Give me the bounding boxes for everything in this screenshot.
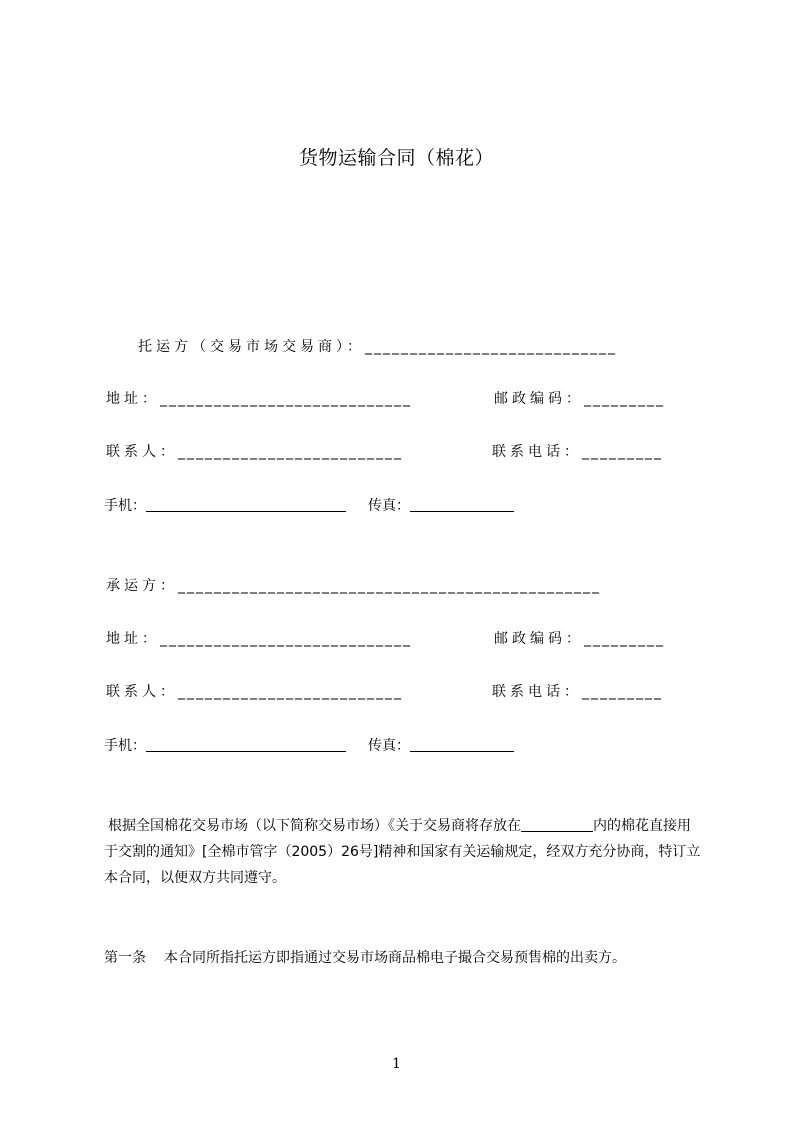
carrier-postcode-blank: _________ (584, 631, 665, 647)
carrier-contact-blank: _________________________ (178, 684, 403, 700)
page-number: 1 (392, 1056, 401, 1072)
shipper-contact-line (106, 442, 403, 462)
shipper-fax-label: 传真： (368, 498, 410, 514)
shipper-mobile-line (104, 496, 346, 516)
shipper-address-line (106, 389, 412, 409)
carrier-fax-line (368, 736, 514, 756)
carrier-phone-line (492, 682, 663, 702)
carrier-phone-blank: _________ (582, 684, 663, 700)
preamble-part2: 内的棉花直接用于交割的通知》[全棉市管字（2005）26号]精神和国家有关运输规定，经双方充分协商，特订立本合同，以便双方共同遵守。 (104, 818, 701, 886)
shipper-fax-underline (410, 497, 514, 512)
carrier-line (106, 576, 601, 596)
carrier-fax-label: 传真： (368, 738, 410, 754)
shipper-fax-line (368, 496, 514, 516)
shipper-postcode-line (494, 389, 665, 409)
shipper-mobile-underline (146, 497, 346, 512)
article-1-label: 第一条 (104, 950, 146, 966)
carrier-mobile-line (104, 736, 346, 756)
shipper-phone-blank: _________ (582, 444, 663, 460)
shipper-phone-line (492, 442, 663, 462)
carrier-blank: _______________________________________________ (178, 578, 601, 594)
shipper-contact-label: 联系人： (106, 444, 178, 460)
preamble-blank (521, 817, 593, 832)
shipper-postcode-blank: _________ (584, 391, 665, 407)
shipper-label: 托运方（交易市场交易商）： (138, 339, 365, 355)
shipper-contact-blank: _________________________ (178, 444, 403, 460)
shipper-address-label: 地址： (106, 391, 160, 407)
article-1-text: 本合同所指托运方即指通过交易市场商品棉电子撮合交易预售棉的出卖方。 (164, 950, 626, 966)
carrier-address-label: 地址： (106, 631, 160, 647)
shipper-mobile-label: 手机： (104, 498, 146, 514)
shipper-postcode-label: 邮政编码： (494, 391, 584, 407)
carrier-address-line (106, 629, 412, 649)
carrier-fax-underline (410, 737, 514, 752)
carrier-contact-label: 联系人： (106, 684, 178, 700)
carrier-address-blank: ____________________________ (160, 631, 412, 647)
preamble-paragraph (104, 813, 704, 891)
shipper-blank: ____________________________ (365, 339, 617, 355)
carrier-label: 承运方： (106, 578, 178, 594)
article-1 (104, 948, 626, 968)
carrier-mobile-underline (146, 737, 346, 752)
shipper-address-blank: ____________________________ (160, 391, 412, 407)
document-title: 货物运输合同（棉花） (298, 147, 494, 169)
shipper-phone-label: 联系电话： (492, 444, 582, 460)
carrier-postcode-line (494, 629, 665, 649)
shipper-line (138, 337, 617, 357)
preamble-part1: 根据全国棉花交易市场（以下简称交易市场）《关于交易商将存放在 (108, 818, 521, 834)
carrier-mobile-label: 手机： (104, 738, 146, 754)
carrier-phone-label: 联系电话： (492, 684, 582, 700)
carrier-postcode-label: 邮政编码： (494, 631, 584, 647)
carrier-contact-line (106, 682, 403, 702)
